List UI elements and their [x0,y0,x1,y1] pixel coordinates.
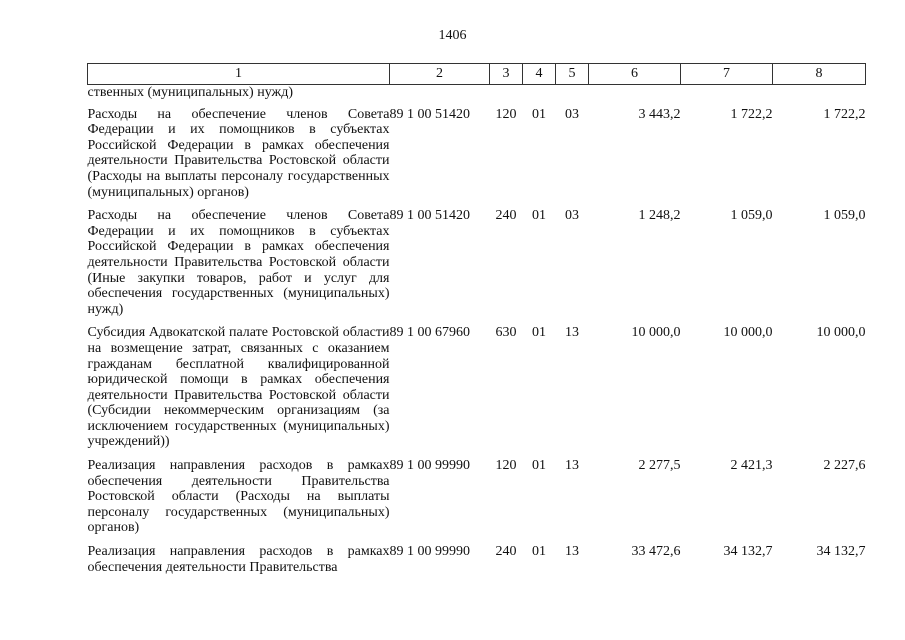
header-col-5: 5 [556,64,589,85]
row-section: 01 [532,208,546,224]
row-amount-col6: 3 443,2 [638,106,681,122]
row-subsection: 13 [565,325,579,341]
header-col-1: 1 [88,64,390,85]
row-description: Субсидия Адвокатской палате Ростовской области на возмещение затрат, связанных с оказанием гражданам бесплатной квалифицированной юридической помощи в рамках обеспечения деятельности Правительства Ростовской области (Субсидии некоммерческим организациям (за исключением государственных (муниципальных) учреждений)) [87,325,390,450]
row-amount-col6: 2 277,5 [638,458,681,474]
row-subsection: 13 [565,544,579,560]
row-amount-col6: 1 248,2 [638,208,681,224]
header-row [88,64,866,85]
table-row [88,101,866,203]
row-amount-col6: 33 472,6 [631,544,681,560]
table-row [88,538,866,577]
row-description: Реализация направления расходов в рамках обеспечения деятельности Правительства Ростовской области (Расходы на выплаты персоналу государственных (муниципальных) органов) [87,458,390,536]
row-expense-type: 120 [495,106,517,122]
row-expense-type: 120 [495,458,517,474]
row-target-code: 89 1 00 99990 [389,458,470,474]
row-description: Расходы на обеспечение членов Совета Федерации и их помощников в субъектах Российской Федерации в рамках обеспечения деятельности Правительства Ростовской области (Расходы на выплаты персоналу государственных (муниципальных) органов) [87,106,390,200]
row-expense-type: 240 [495,544,517,560]
header-col-4: 4 [523,64,556,85]
row-expense-type: 630 [495,325,517,341]
header-col-8: 8 [773,64,866,85]
header-col-2: 2 [390,64,490,85]
row-amount-col7: 1 722,2 [730,106,773,122]
row-amount-col8: 1 722,2 [823,106,866,122]
row-expense-type: 240 [495,208,517,224]
row-subsection: 03 [565,106,579,122]
row-description: Реализация направления расходов в рамках обеспечения деятельности Правительства [87,544,390,575]
row-amount-col6: 10 000,0 [631,325,681,341]
header-col-7: 7 [681,64,773,85]
header-col-3: 3 [490,64,523,85]
row-section: 01 [532,544,546,560]
row-amount-col7: 34 132,7 [723,544,773,560]
row-amount-col8: 34 132,7 [816,544,866,560]
row-amount-col7: 2 421,3 [730,458,773,474]
row-target-code: 89 1 00 67960 [389,325,470,341]
page-number: 1406 [438,28,467,43]
table-row [88,319,866,452]
row-subsection: 03 [565,208,579,224]
header-col-6: 6 [589,64,681,85]
row-subsection: 13 [565,458,579,474]
row-amount-col8: 1 059,0 [823,208,866,224]
row-amount-col8: 2 227,6 [823,458,866,474]
row-amount-col8: 10 000,0 [816,325,866,341]
carryover-text: ственных (муниципальных) нужд) [87,85,293,100]
table-row [88,202,866,319]
table-row [88,452,866,538]
row-section: 01 [532,106,546,122]
row-amount-col7: 1 059,0 [730,208,773,224]
row-description: Расходы на обеспечение членов Совета Федерации и их помощников в субъектах Российской Федерации в рамках обеспечения деятельности Правительства Ростовской области (Иные закупки товаров, работ и услуг для обеспечения государственных (муниципальных) нужд) [87,208,390,317]
budget-table [87,63,866,577]
carryover-row [88,85,866,101]
row-target-code: 89 1 00 51420 [389,208,470,224]
row-section: 01 [532,458,546,474]
row-target-code: 89 1 00 99990 [389,544,470,560]
row-target-code: 89 1 00 51420 [389,106,470,122]
row-amount-col7: 10 000,0 [723,325,773,341]
row-section: 01 [532,325,546,341]
